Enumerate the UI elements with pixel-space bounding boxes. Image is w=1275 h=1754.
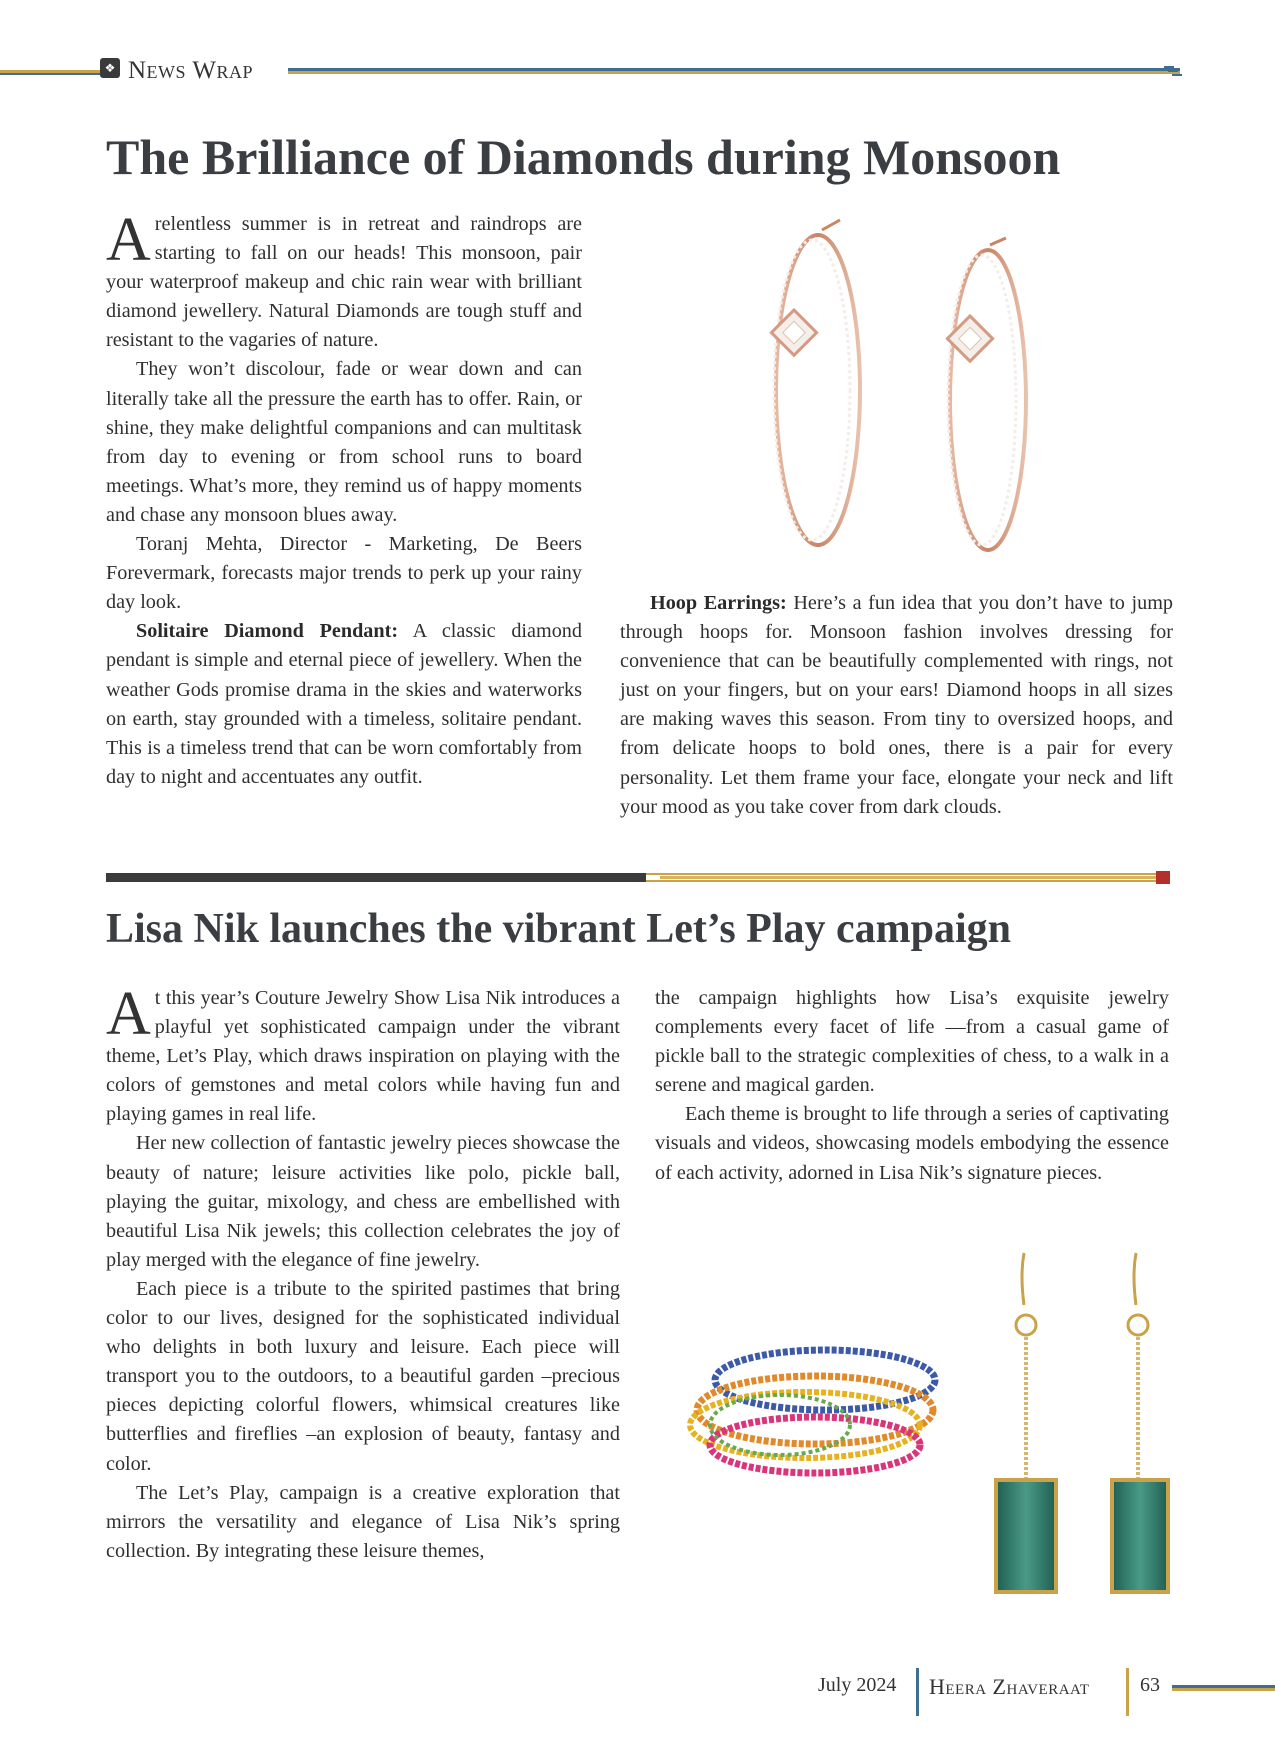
gemstone-rings-image — [665, 1330, 965, 1490]
article1-title: The Brilliance of Diamonds during Monsoon — [106, 129, 1061, 185]
article1-paragraph-3: Toranj Mehta, Director - Marketing, De Beers Forevermark, forecasts major trends to perk up your rainy day look. — [106, 533, 582, 614]
article1-paragraph-2: They won’t discolour, fade or wear down and can literally take all the pressure the earth has to offer. Rain, or shine, they make delightful companions and can multitask from day to evening or from school runs to board meetings. What’s more, they remind us of happy moments and chase any monsoon blues away. — [106, 358, 582, 526]
article1-p4-text: A classic diamond pendant is simple and eternal piece of jewellery. When the weather Gods promise drama in the skies and waterworks on earth, stay grounded with a timeless, solitaire pendant. This is a timeless trend that can be worn comfortably from day to night and accentuates any outfit. — [106, 620, 582, 788]
header-rule-left — [0, 70, 100, 75]
dropcap: A — [106, 206, 151, 274]
article2-title: Lisa Nik launches the vibrant Let’s Play campaign — [106, 906, 1012, 952]
article1-paragraph-1 — [106, 206, 582, 355]
magazine-logo-icon: ❖ — [100, 58, 120, 78]
article1-p1-text: relentless summer is in retreat and raindrops are starting to fall on our heads! This monsoon, pair your waterproof makeup and chic rain wear with brilliant diamond jewellery. Natural Diamonds are tough stuff and resistant to the vagaries of nature. — [106, 213, 582, 352]
article2-column-right — [655, 984, 1169, 1188]
article1-column-left — [106, 206, 582, 792]
article1-paragraph-4 — [106, 617, 582, 792]
footer-magazine-name: Heera Zhaveraat — [929, 1674, 1090, 1699]
article2-paragraph-3: Each piece is a tribute to the spirited pastimes that bring color to our lives, designed for the sophisticated individual who delights in both luxury and leisure. Each piece will transport you to the outdoors, to a beautiful garden –precious pieces depicting colorful flowers, whimsical creatures like butterflies and fireflies –an explosion of beauty, fantasy and color. — [106, 1277, 620, 1475]
section-label: News Wrap — [128, 57, 253, 84]
article2-paragraph-1 — [106, 980, 620, 1129]
tourmaline-earrings-image — [990, 1245, 1180, 1600]
footer-rule — [1172, 1685, 1275, 1691]
section-divider-gold-inner — [660, 876, 1156, 879]
page-number: 63 — [1140, 1674, 1160, 1696]
subhead-label: Solitaire Diamond Pendant: — [136, 620, 399, 643]
article1-paragraph-5 — [620, 589, 1173, 822]
article2-paragraph-6: Each theme is brought to life through a series of captivating visuals and videos, showcasing models embodying the essence of each activity, adorned in Lisa Nik’s signature pieces. — [655, 1103, 1169, 1184]
article1-column-right — [620, 589, 1173, 822]
dropcap: A — [106, 980, 151, 1048]
footer-separator — [1126, 1668, 1129, 1716]
footer-separator — [916, 1668, 919, 1716]
article2-paragraph-4: The Let’s Play, campaign is a creative exploration that mirrors the versatility and elegance of Lisa Nik’s spring collection. By integrating these leisure themes, — [106, 1481, 620, 1562]
article2-p1-text: t this year’s Couture Jewelry Show Lisa Nik introduces a playful yet sophisticated campaign under the vibrant theme, Let’s Play, which draws inspiration on playing with the colors of gemstones and metal colors while having fun and playing games in real life. — [106, 987, 620, 1126]
header-rule-tail-icon — [1162, 66, 1182, 76]
article2-column-left — [106, 980, 620, 1566]
footer-date: July 2024 — [818, 1674, 897, 1696]
subhead-label: Hoop Earrings: — [650, 592, 787, 614]
article1-p5-text: Here’s a fun idea that you don’t have to jump through hoops for. Monsoon fashion involves dressing for convenience that can be beautifully complemented with rings, not just on your fingers, but on your ears! Diamond hoops in all sizes are making waves this season. From tiny to oversized hoops, and from delicate hoops to bold ones, there is a pair for every personality. Let them frame your face, elongate your neck and lift your mood as you take cover from dark clouds. — [620, 592, 1174, 818]
article2-paragraph-5: the campaign highlights how Lisa’s exquisite jewelry complements every facet of life —from a casual game of pickle ball to the strategic complexities of chess, to a walk in a serene and magical garden. — [655, 987, 1169, 1097]
section-divider-dark — [106, 873, 646, 882]
article2-paragraph-2: Her new collection of fantastic jewelry pieces showcase the beauty of nature; leisure activities like polo, pickle ball, playing the guitar, mixology, and chess are embellished with beautiful Lisa Nik jewels; this collection celebrates the joy of play merged with the elegance of fine jewelry. — [106, 1132, 620, 1271]
section-divider-end — [1156, 871, 1170, 884]
hoop-earrings-image — [740, 210, 1080, 580]
header-rule-right — [288, 68, 1180, 74]
